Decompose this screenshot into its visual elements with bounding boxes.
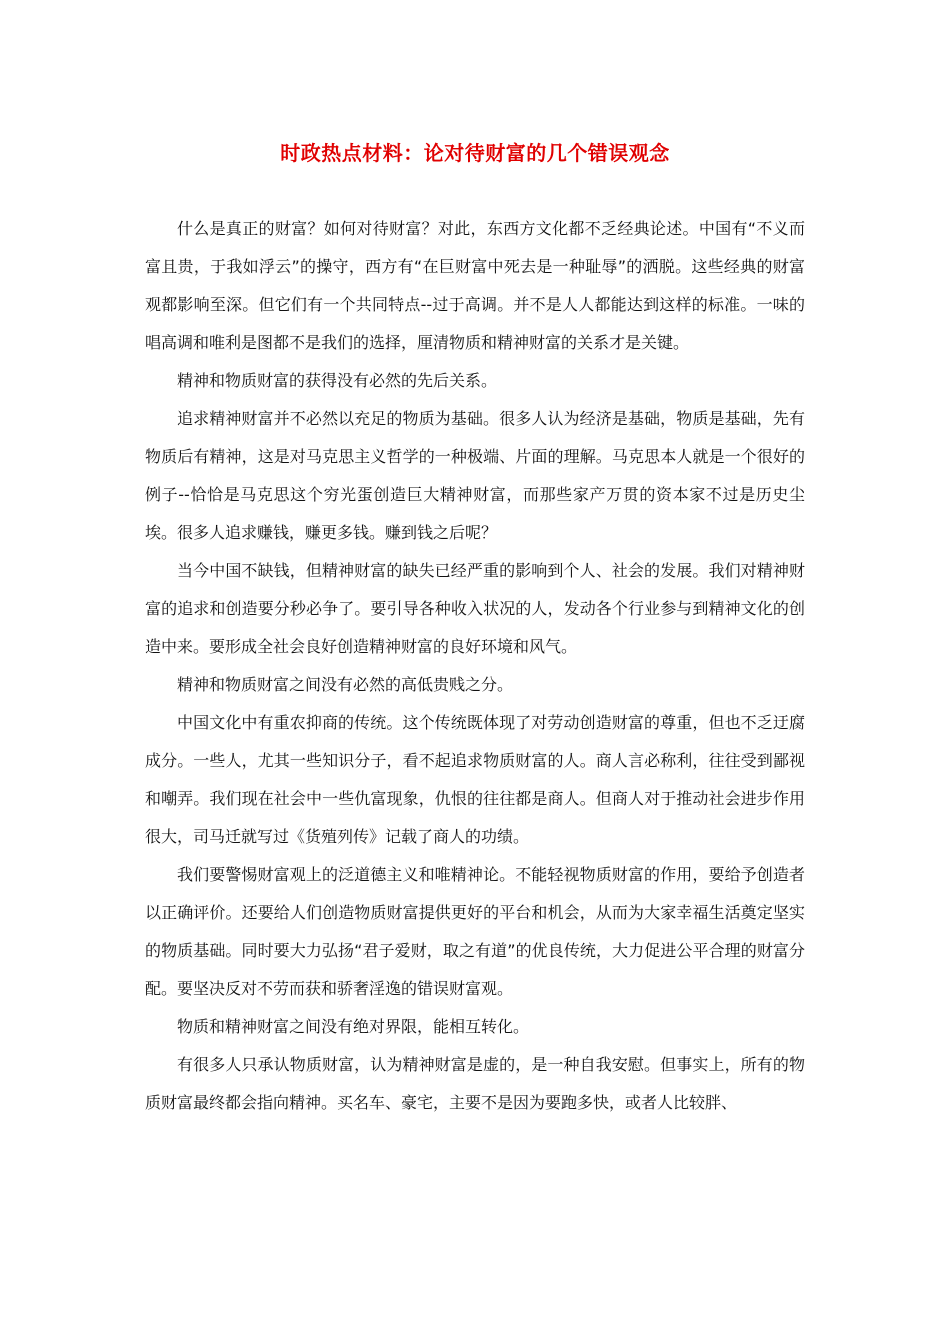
paragraph-heading-1: 精神和物质财富的获得没有必然的先后关系。 <box>177 371 498 390</box>
document-body <box>145 210 805 1122</box>
paragraph: 追求精神财富并不必然以充足的物质为基础。很多人认为经济是基础，物质是基础，先有物质后有精神，这是对马克思主义哲学的一种极端、片面的理解。马克思本人就是一个很好的例子--恰恰是马克思这个穷光蛋创造巨大精神财富，而那些家产万贯的资本家不过是历史尘埃。很多人追求赚钱，赚更多钱。赚到钱之后呢？ <box>145 409 805 542</box>
paragraph: 我们要警惕财富观上的泛道德主义和唯精神论。不能轻视物质财富的作用，要给予创造者以正确评价。还要给人们创造物质财富提供更好的平台和机会，从而为大家幸福生活奠定坚实的物质基础。同时要大力弘扬“君子爱财，取之有道”的优良传统，大力促进公平合理的财富分配。要坚决反对不劳而获和骄奢淫逸的错误财富观。 <box>145 865 805 998</box>
paragraph: 中国文化中有重农抑商的传统。这个传统既体现了对劳动创造财富的尊重，但也不乏迂腐成分。一些人，尤其一些知识分子，看不起追求物质财富的人。商人言必称利，往往受到鄙视和嘲弄。我们现在社会中一些仇富现象，仇恨的往往都是商人。但商人对于推动社会进步作用很大，司马迁就写过《货殖列传》记载了商人的功绩。 <box>145 713 805 846</box>
paragraph-intro: 什么是真正的财富？如何对待财富？对此，东西方文化都不乏经典论述。中国有“不义而富且贵，于我如浮云”的操守，西方有“在巨财富中死去是一种耻辱”的洒脱。这些经典的财富观都影响至深。但它们有一个共同特点--过于高调。并不是人人都能达到这样的标准。一味的唱高调和唯利是图都不是我们的选择，厘清物质和精神财富的关系才是关键。 <box>145 219 805 352</box>
paragraph-heading-2: 精神和物质财富之间没有必然的高低贵贱之分。 <box>177 675 514 694</box>
paragraph-heading-3: 物质和精神财富之间没有绝对界限，能相互转化。 <box>177 1017 530 1036</box>
paragraph: 有很多人只承认物质财富，认为精神财富是虚的，是一种自我安慰。但事实上，所有的物质财富最终都会指向精神。买名车、豪宅，主要不是因为要跑多快，或者人比较胖、 <box>145 1055 805 1112</box>
paragraph: 当今中国不缺钱，但精神财富的缺失已经严重的影响到个人、社会的发展。我们对精神财富的追求和创造要分秒必争了。要引导各种收入状况的人，发动各个行业参与到精神文化的创造中来。要形成全社会良好创造精神财富的良好环境和风气。 <box>145 561 805 656</box>
document-title: 时政热点材料：论对待财富的几个错误观念 <box>280 141 670 165</box>
